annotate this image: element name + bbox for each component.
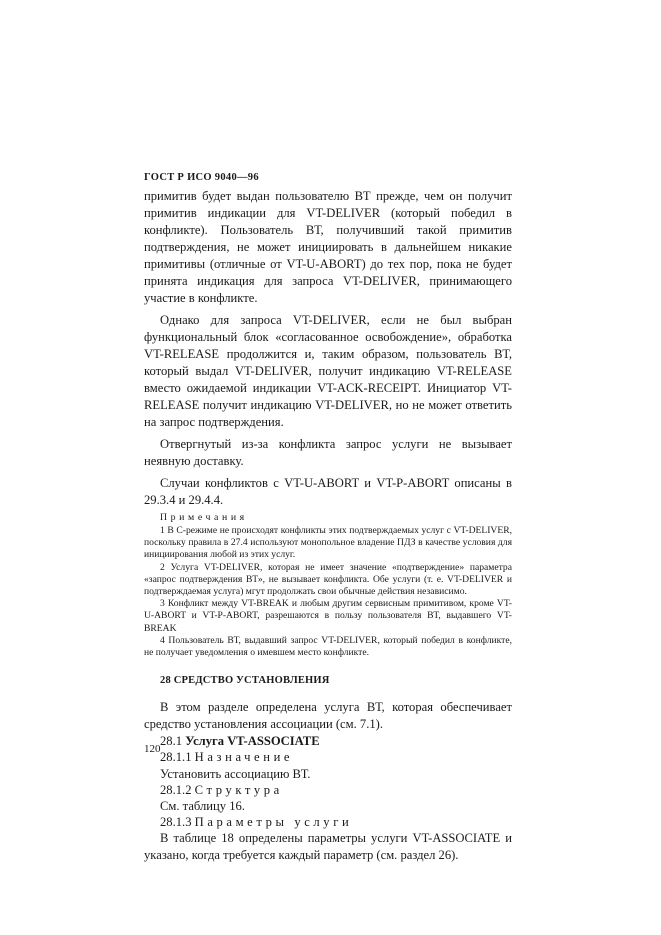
subsection-title: Услуга VT-ASSOCIATE xyxy=(185,734,320,749)
paragraph-continuation: примитив будет выдан пользователю ВТ прежде, чем он получит примитив индикации для VT-DELIVER (который победил в конфликте). Пользователь ВТ, получивший такой примитив подтверждения, не может инициировать в дальнейшем никакие примитивы (отличные от VT-U-ABORT) до тех пор, пока не будет принята индикация для запроса VT-DELIVER, принимающего участие в конфликте. xyxy=(144,189,512,305)
standard-header: ГОСТ Р ИСО 9040—96 xyxy=(144,172,259,183)
page-number: 120 xyxy=(144,743,161,755)
subsection-title-line xyxy=(144,733,512,749)
note-1: 1 В С-режиме не происходят конфликты этих подтверждаемых услуг с VT-DELIVER, поскольку правила в 27.4 используют монопольное владение ПДЗ в качестве условия для инициирования любой из этих услуг. xyxy=(144,525,512,561)
structure-label: Структура xyxy=(194,782,283,797)
purpose-heading-line xyxy=(144,749,512,765)
subsection-number: 28.1 xyxy=(160,734,183,749)
paragraph-abort-cases: Случаи конфликтов с VT-U-ABORT и VT-P-ABORT описаны в 29.3.4 и 29.4.4. xyxy=(144,476,512,507)
notes-title: Примечания xyxy=(160,512,248,523)
params-heading-line xyxy=(144,814,512,830)
params-text: В таблице 18 определены параметры услуги VT-ASSOCIATE и указано, когда требуется каждый параметр (см. раздел 26). xyxy=(144,831,512,863)
paragraph-release: Однако для запроса VT-DELIVER, если не был выбран функциональный блок «согласованное освобождение», обработка VT-RELEASE продолжится и, таким образом, пользователь ВТ, который выдал VT-DELIVER, получит индикацию VT-RELEASE вместо ожидаемой индикации VT-ACK-RECEIPT. Инициатор VT-RELEASE получит индикацию VT-DELIVER, но не может ответить на запрос подтверждения. xyxy=(144,313,512,429)
params-label: Параметры услуги xyxy=(194,815,353,830)
section-intro: В этом разделе определена услуга ВТ, которая обеспечивает средство установления ассоциации (см. 7.1). xyxy=(144,700,512,732)
page-content xyxy=(144,188,512,864)
purpose-label: Назначение xyxy=(194,750,294,765)
note-3: 3 Конфликт между VT-BREAK и любым другим сервисным примитивом, кроме VT-U-ABORT и VT-P-ABORT, разрешаются в пользу пользователя ВТ, выдавшего VT-BREAK xyxy=(144,598,512,634)
params-number: 28.1.3 xyxy=(160,815,192,830)
note-2: 2 Услуга VT-DELIVER, которая не имеет значение «подтверждение» параметра «запрос подтверждения ВТ», не вызывает конфликта. Обе услуги (т. е. VT-DELIVER и подтверждаемая услуга) мгут продолжать свои обычные действия независимо. xyxy=(144,561,512,598)
structure-text: См. таблицу 16. xyxy=(160,799,245,814)
note-4: 4 Пользователь ВТ, выдавший запрос VT-DELIVER, который победил в конфликте, не получает уведомления о имевшем место конфликте. xyxy=(144,634,512,659)
purpose-text: Установить ассоциацию ВТ. xyxy=(160,766,311,781)
purpose-number: 28.1.1 xyxy=(160,750,192,765)
structure-heading-line xyxy=(144,782,512,798)
structure-number: 28.1.2 xyxy=(160,782,192,797)
section-heading: 28 СРЕДСТВО УСТАНОВЛЕНИЯ xyxy=(160,675,330,687)
paragraph-rejected: Отвергнутый из-за конфликта запрос услуги не вызывает неявную доставку. xyxy=(144,437,512,468)
